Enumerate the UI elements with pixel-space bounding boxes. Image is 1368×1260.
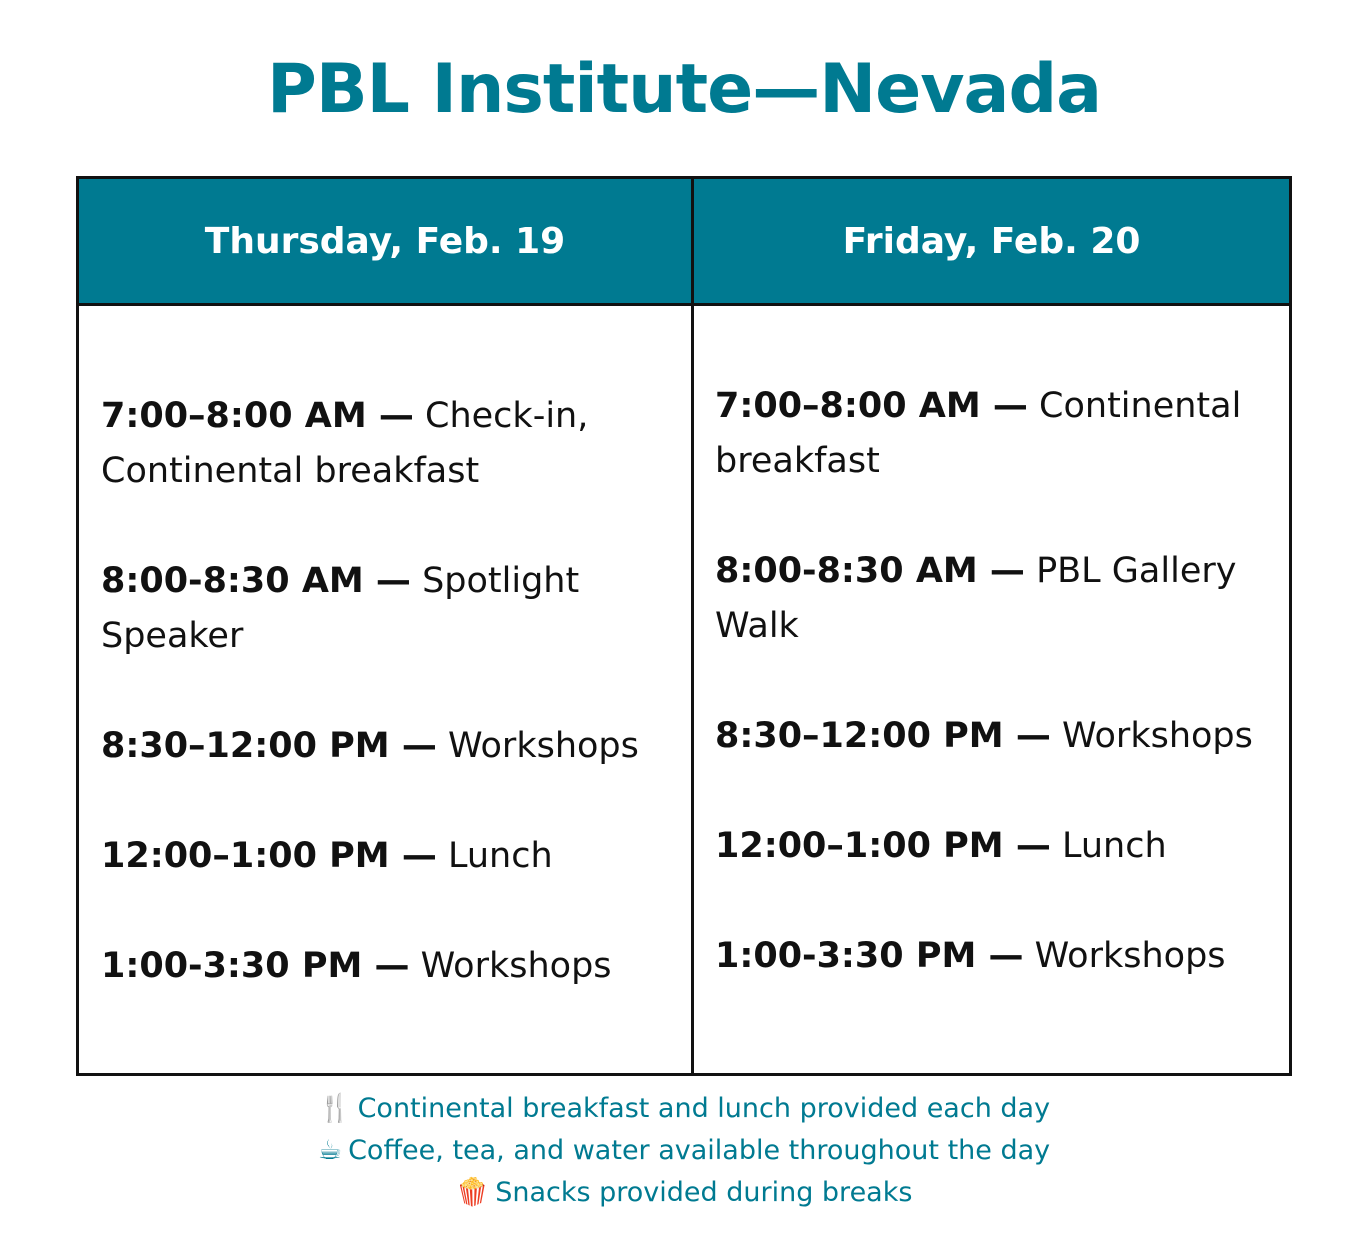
thursday-column bbox=[101, 389, 671, 1049]
item-time: 8:00-8:30 AM — bbox=[101, 561, 411, 601]
item-desc: Continental breakfast bbox=[715, 386, 1242, 481]
note-text: Coffee, tea, and water available throughout the day bbox=[348, 1135, 1051, 1166]
note-snacks bbox=[0, 1172, 1368, 1214]
item-desc: Spotlight Speaker bbox=[101, 561, 580, 656]
popcorn-icon: 🍿 bbox=[455, 1177, 490, 1208]
item-time: 12:00–1:00 PM — bbox=[715, 826, 1051, 866]
footer-notes bbox=[0, 1088, 1368, 1214]
schedule-item bbox=[101, 719, 671, 774]
schedule-table bbox=[76, 176, 1292, 1076]
coffee-icon: ☕ bbox=[317, 1135, 343, 1166]
schedule-item bbox=[101, 939, 671, 994]
schedule-item bbox=[715, 929, 1275, 984]
item-time: 8:00-8:30 AM — bbox=[715, 551, 1025, 591]
note-drinks bbox=[0, 1130, 1368, 1172]
day-header-thursday: Thursday, Feb. 19 bbox=[204, 220, 566, 262]
item-desc: PBL Gallery Walk bbox=[715, 551, 1237, 646]
note-text: Snacks provided during breaks bbox=[495, 1177, 913, 1208]
item-desc: Lunch bbox=[1050, 826, 1167, 866]
note-meals bbox=[0, 1088, 1368, 1130]
item-desc: Workshops bbox=[1050, 716, 1253, 756]
item-desc: Workshops bbox=[436, 726, 639, 766]
item-time: 1:00-3:30 PM — bbox=[715, 936, 1024, 976]
schedule-item bbox=[101, 554, 671, 664]
item-time: 7:00–8:00 AM — bbox=[101, 396, 414, 436]
schedule-item bbox=[715, 379, 1275, 489]
schedule-item bbox=[101, 389, 671, 499]
day-header-friday: Friday, Feb. 20 bbox=[842, 220, 1141, 262]
item-time: 1:00-3:30 PM — bbox=[101, 946, 410, 986]
fork-knife-icon: 🍴 bbox=[317, 1093, 352, 1124]
item-time: 7:00–8:00 AM — bbox=[715, 386, 1028, 426]
note-text: Continental breakfast and lunch provided each day bbox=[357, 1093, 1051, 1124]
item-desc: Check-in, Continental breakfast bbox=[101, 396, 589, 491]
item-time: 8:30–12:00 PM — bbox=[101, 726, 437, 766]
item-time: 8:30–12:00 PM — bbox=[715, 716, 1051, 756]
schedule-item bbox=[715, 709, 1275, 764]
schedule-item bbox=[715, 819, 1275, 874]
item-desc: Workshops bbox=[1023, 936, 1226, 976]
column-divider bbox=[691, 179, 694, 1073]
friday-column bbox=[715, 379, 1275, 1039]
page-title: PBL Institute—Nevada bbox=[266, 50, 1102, 129]
item-desc: Lunch bbox=[436, 836, 553, 876]
item-time: 12:00–1:00 PM — bbox=[101, 836, 437, 876]
item-desc: Workshops bbox=[409, 946, 612, 986]
schedule-item bbox=[101, 829, 671, 884]
schedule-item bbox=[715, 544, 1275, 654]
